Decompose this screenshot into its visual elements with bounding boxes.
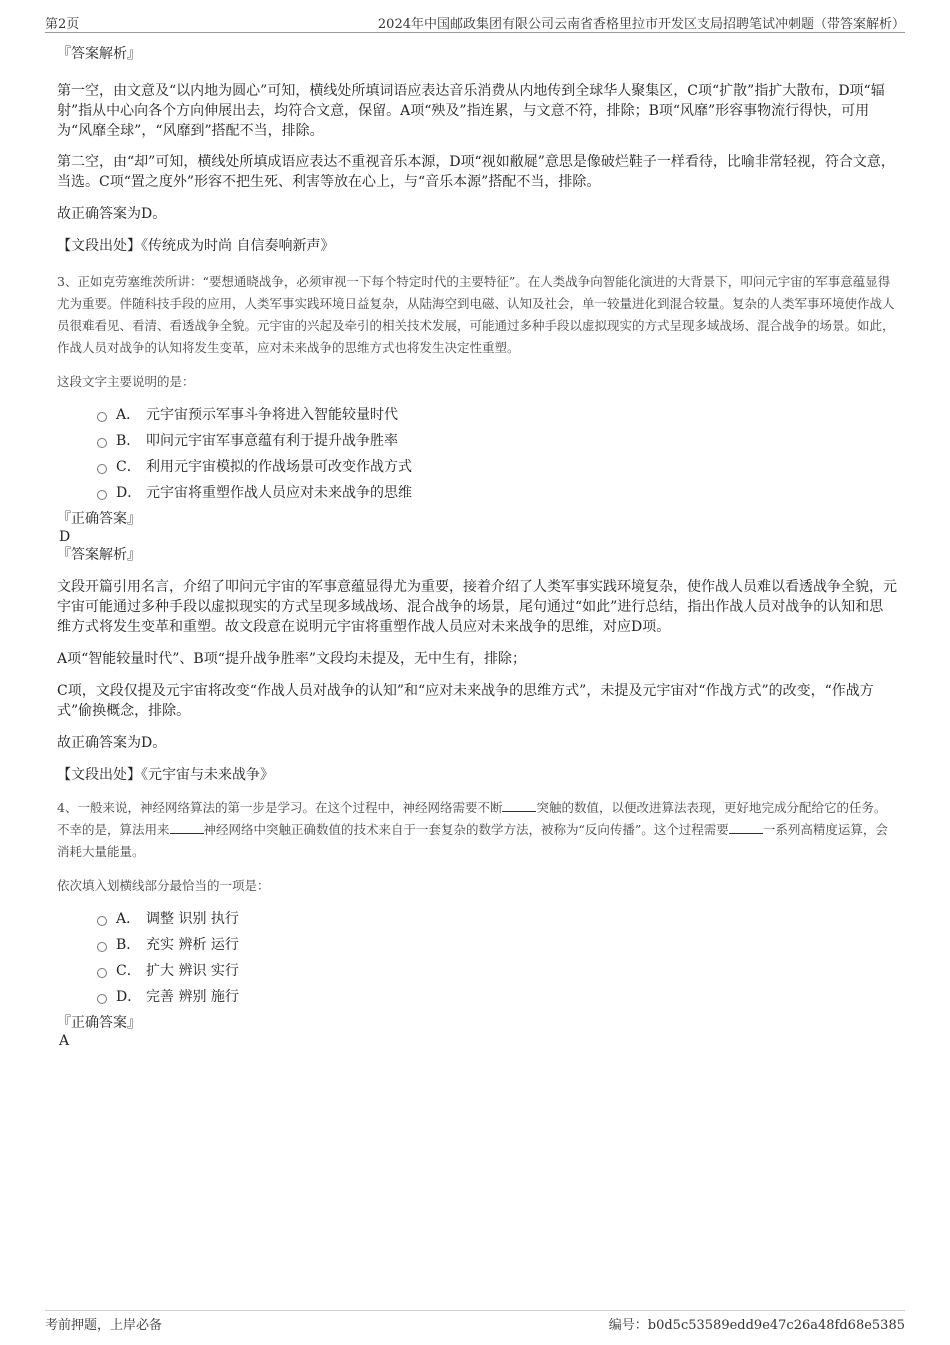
- option-letter: B．: [116, 433, 141, 449]
- q4-text-part: 突触的数值，以便改进算法表现，更好地完成分配给它的任务。不幸的是，算法用来: [57, 800, 887, 837]
- radio-icon[interactable]: [97, 464, 107, 474]
- radio-icon[interactable]: [97, 916, 107, 926]
- q3-options: [57, 401, 897, 505]
- q3-prompt: 这段文字主要说明的是：: [57, 374, 195, 389]
- option-letter: B．: [116, 937, 141, 953]
- radio-icon[interactable]: [97, 412, 107, 422]
- option-text: 叩问元宇宙军事意蕴有利于提升战争胜率: [146, 433, 398, 449]
- q3-question-text: 3、正如克劳塞维茨所讲：“要想通晓战争，必须审视一下每个特定时代的主要特征”。在人类战争向智能化演进的大背景下，叩问元宇宙的军事意蕴显得尤为重要。伴随科技手段的应用，人类军事实践环境日益复杂，从陆海空到电磁、认知及社会，单一较量进化到混合较量。复杂的人类军事环境使作战人员很难看见、看清、看透战争全貌。元宇宙的兴起及牵引的相关技术发展，可能通过多种手段以虚拟现实的方式呈现多域战场、混合战争的场景。如此，作战人员对战争的认知将发生变革，应对未来战争的思维方式也将发生决定性重塑。: [57, 274, 895, 355]
- document-body: [57, 44, 897, 1049]
- page-footer: [45, 1310, 905, 1333]
- radio-icon[interactable]: [97, 490, 107, 500]
- q4-option-a[interactable]: [97, 905, 897, 931]
- q4-text-part: 4、一般来说，神经网络算法的第一步是学习。在这个过程中，神经网络需要不断: [57, 800, 503, 815]
- radio-icon[interactable]: [97, 968, 107, 978]
- q3-correct-label: 『正确答案』: [57, 511, 141, 527]
- q3-analysis-p1: 文段开篇引用名言，介绍了叩问元宇宙的军事意蕴显得尤为重要，接着介绍了人类军事实践环境复杂，使作战人员难以看透战争全貌，元宇宙可能通过多种手段以虚拟现实的方式呈现多域战场、混合战争的场景，尾句通过“如此”进行总结，指出作战人员对战争的认知和思维方式将发生变革和重塑。故文段意在说明元宇宙将重塑作战人员应对未来战争的思维，对应D项。: [57, 579, 897, 635]
- document-title: 2024年中国邮政集团有限公司云南省香格里拉市开发区支局招聘笔试冲刺题（带答案解析）: [377, 17, 905, 32]
- q3-option-c[interactable]: [97, 453, 897, 479]
- q4-question-text: [57, 797, 897, 863]
- option-letter: A．: [116, 911, 141, 927]
- fill-blank: [502, 799, 536, 812]
- option-text: 完善 辨别 施行: [146, 989, 239, 1005]
- q4-text-part: 一系列高精度运算，会消耗大量能量。: [57, 822, 888, 859]
- q3-conclusion: 故正确答案为D。: [57, 735, 167, 751]
- q2-source: 【文段出处】《传统成为时尚 自信奏响新声》: [57, 238, 335, 254]
- q3-correct-answer: D: [59, 529, 71, 545]
- q2-analysis-label: 『答案解析』: [57, 46, 141, 62]
- option-text: 元宇宙将重塑作战人员应对未来战争的思维: [146, 485, 412, 501]
- option-text: 利用元宇宙模拟的作战场景可改变作战方式: [146, 459, 412, 475]
- q2-analysis-p2: 第二空，由“却”可知，横线处所填成语应表达不重视音乐本源，D项“视如敝屣”意思是像破烂鞋子一样看待，比喻非常轻视，符合文意，当选。C项“置之度外”形容不把生死、利害等放在心上，与“音乐本源”搭配不当，排除。: [57, 154, 895, 190]
- q4-text-part: 神经网络中突触正确数值的技术来自于一套复杂的数学方法，被称为“反向传播”。这个过程需要: [203, 822, 729, 837]
- q3-analysis-p2: A项“智能较量时代”、B项“提升战争胜率”文段均未提及，无中生有，排除；: [57, 651, 527, 667]
- q3-option-a[interactable]: [97, 401, 897, 427]
- fill-blank: [729, 821, 763, 834]
- radio-icon[interactable]: [97, 994, 107, 1004]
- page-header: [45, 10, 905, 33]
- q4-correct-label: 『正确答案』: [57, 1015, 141, 1031]
- option-letter: A．: [116, 407, 141, 423]
- q4-prompt: 依次填入划横线部分最恰当的一项是：: [57, 878, 270, 893]
- q3-analysis-label: 『答案解析』: [57, 547, 141, 563]
- q4-options: [57, 905, 897, 1009]
- option-text: 元宇宙预示军事斗争将进入智能较量时代: [146, 407, 398, 423]
- q4-option-d[interactable]: [97, 983, 897, 1009]
- option-text: 充实 辨析 运行: [146, 937, 239, 953]
- q4-correct-answer: A: [59, 1033, 70, 1049]
- footer-slogan: 考前押题，上岸必备: [45, 1318, 163, 1333]
- option-text: 扩大 辨识 实行: [146, 963, 239, 979]
- radio-icon[interactable]: [97, 438, 107, 448]
- document-id: 编号：b0d5c53589edd9e47c26a48fd68e5385: [608, 1318, 905, 1333]
- page-number: 第2页: [45, 17, 80, 32]
- q4-option-c[interactable]: [97, 957, 897, 983]
- q3-option-b[interactable]: [97, 427, 897, 453]
- q2-analysis-p1: 第一空，由文意及“以内地为圆心”可知，横线处所填词语应表达音乐消费从内地传到全球华人聚集区，C项“扩散”指扩大散布，D项“辐射”指从中心向各个方向伸展出去，均符合文意，保留。A项“殃及”指连累，与文意不符，排除；B项“风靡”形容事物流行得快，可用为“风靡全球”，“风靡到”搭配不当，排除。: [57, 83, 885, 139]
- q3-option-d[interactable]: [97, 479, 897, 505]
- option-letter: D．: [116, 989, 142, 1005]
- option-letter: C．: [116, 459, 141, 475]
- q2-conclusion: 故正确答案为D。: [57, 206, 167, 222]
- q3-analysis-p3: C项，文段仅提及元宇宙将改变“作战人员对战争的认知”和“应对未来战争的思维方式”，未提及元宇宙对“作战方式”的改变，“作战方式”偷换概念，排除。: [57, 683, 874, 719]
- option-text: 调整 识别 执行: [146, 911, 239, 927]
- option-letter: C．: [116, 963, 141, 979]
- option-letter: D．: [116, 485, 142, 501]
- fill-blank: [170, 821, 204, 834]
- radio-icon[interactable]: [97, 942, 107, 952]
- q4-option-b[interactable]: [97, 931, 897, 957]
- q3-source: 【文段出处】《元宇宙与未来战争》: [57, 767, 274, 783]
